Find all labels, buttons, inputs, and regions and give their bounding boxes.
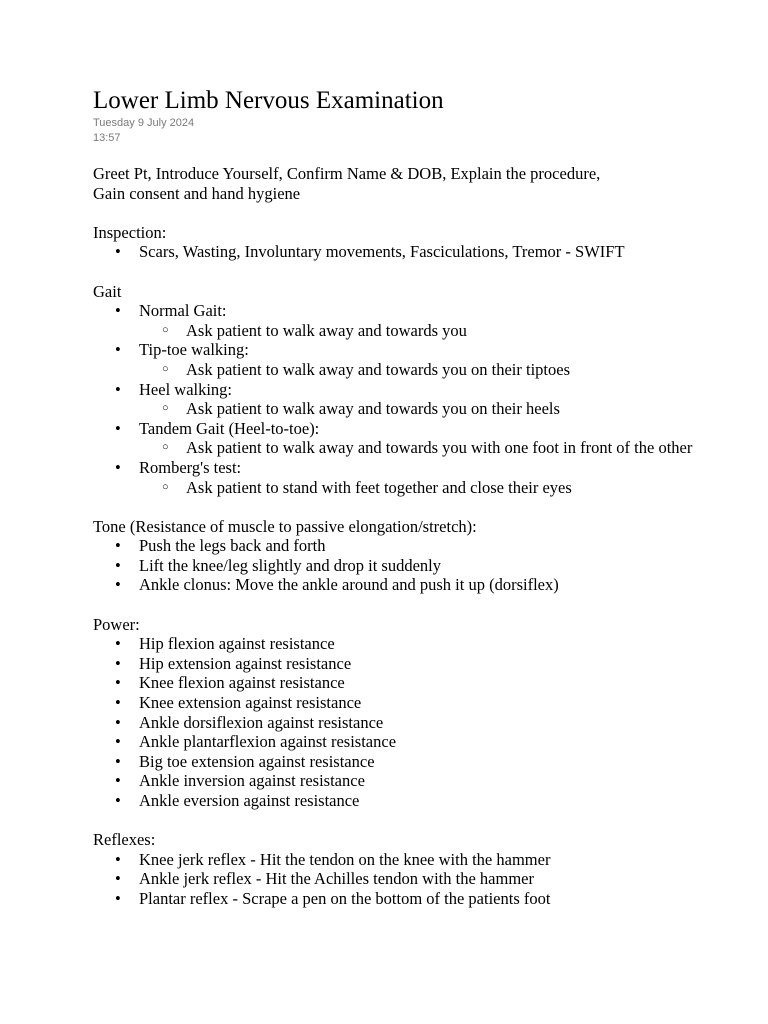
note-date: Tuesday 9 July 2024 (93, 117, 195, 129)
intro-line-2: Gain consent and hand hygiene (93, 183, 301, 203)
sub-list-item: ○ Ask patient to walk away and towards you (93, 321, 693, 341)
list-item: • Heel walking: (93, 380, 693, 400)
note-time: 13:57 (93, 132, 121, 144)
tone-list (93, 536, 693, 595)
sub-list-item: ○ Ask patient to walk away and towards you on their heels (93, 399, 693, 419)
list-item: • Ankle clonus: Move the ankle around and push it up (dorsiflex) (93, 575, 693, 595)
list-item: • Hip extension against resistance (93, 654, 693, 674)
tone-heading: Tone (Resistance of muscle to passive elongation/stretch): (93, 516, 477, 536)
gait-heading: Gait (93, 281, 122, 301)
list-item: • Hip flexion against resistance (93, 634, 693, 654)
power-list (93, 634, 693, 810)
list-item: • Lift the knee/leg slightly and drop it suddenly (93, 556, 693, 576)
list-item: • Normal Gait: (93, 301, 693, 321)
list-item: • Ankle jerk reflex - Hit the Achilles tendon with the hammer (93, 869, 693, 889)
note-body[interactable] (93, 164, 693, 909)
list-item: • Ankle eversion against resistance (93, 791, 693, 811)
list-item: • Plantar reflex - Scrape a pen on the bottom of the patients foot (93, 889, 693, 909)
spacer (93, 497, 693, 517)
sub-list-item: ○ Ask patient to walk away and towards you on their tiptoes (93, 360, 693, 380)
list-item: • Ankle plantarflexion against resistance (93, 732, 693, 752)
inspection-list (93, 242, 693, 262)
note-title[interactable]: Lower Limb Nervous Examination (93, 87, 444, 114)
sub-list-item: ○ Ask patient to stand with feet together and close their eyes (93, 478, 693, 498)
list-item: • Tip-toe walking: (93, 340, 693, 360)
list-item: • Big toe extension against resistance (93, 752, 693, 772)
list-item: • Scars, Wasting, Involuntary movements, Fasciculations, Tremor - SWIFT (93, 242, 693, 262)
list-item: • Romberg's test: (93, 458, 693, 478)
spacer (93, 811, 693, 831)
spacer (93, 203, 693, 223)
list-item: • Knee flexion against resistance (93, 673, 693, 693)
list-item: • Knee extension against resistance (93, 693, 693, 713)
spacer (93, 262, 693, 282)
list-item: • Ankle dorsiflexion against resistance (93, 713, 693, 733)
list-item: • Knee jerk reflex - Hit the tendon on the knee with the hammer (93, 850, 693, 870)
spacer (93, 595, 693, 615)
gait-list (93, 301, 693, 497)
reflexes-heading: Reflexes: (93, 830, 156, 850)
list-item: • Tandem Gait (Heel-to-toe): (93, 419, 693, 439)
sub-list-item: ○ Ask patient to walk away and towards you with one foot in front of the other (93, 438, 693, 458)
power-heading: Power: (93, 614, 140, 634)
intro-line-1: Greet Pt, Introduce Yourself, Confirm Name & DOB, Explain the procedure, (93, 164, 601, 183)
list-item: • Ankle inversion against resistance (93, 771, 693, 791)
reflexes-list (93, 850, 693, 909)
inspection-heading: Inspection: (93, 222, 167, 242)
list-item: • Push the legs back and forth (93, 536, 693, 556)
